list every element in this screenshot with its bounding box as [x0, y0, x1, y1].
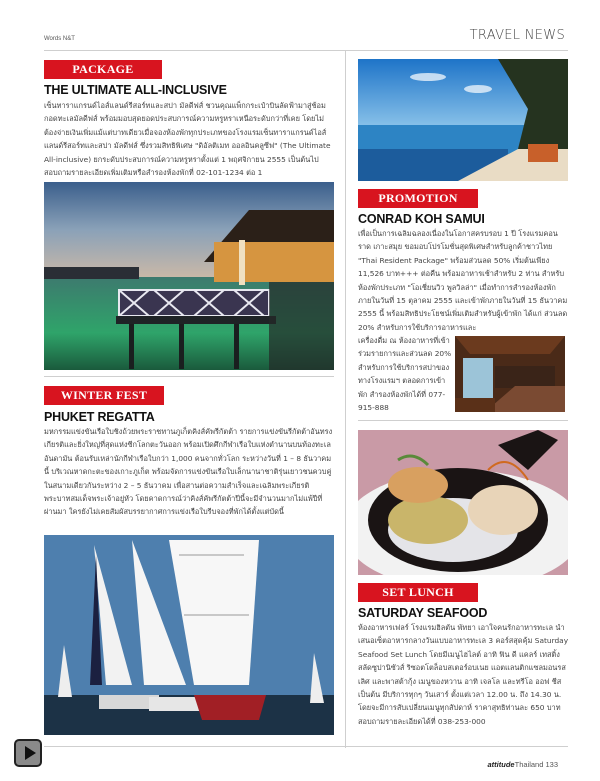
column-divider [345, 50, 346, 748]
magazine-brand: attitude [487, 760, 515, 769]
article-body-package: เซ็นทาราแกรนด์ไอส์แลนด์รีสอร์ทและสปา มัลดีฟส์ ชวนคุณแพ็กกระเป๋าบินลัดฟ้ามาสู่ช้อมกอดทะเลมัลดีฟส์ พร้อมมอบสุดยอดประสบการณ์ความหรูหราเหนือระดับกว่าที่เคย โดยไม่ต้องจ่ายเงินเพิ่มแม้แต่บาทเดียวเมื่อจองห้องพักทุกประเภทของโรงแรมเซ็นทาราแกรนด์ไอส์แลนด์รีสอร์ทและสปา มัลดีฟส์ ซึ่งรวมสิทธิพิเศษ "ดิอัลติเมท ออลอินคลูซีฟ" (The Ultimate All-inclusive) ยกระดับประสบการณ์ความหรูหราตั้งแต่ 1 พฤศจิกายน 2555 เป็นต้นไป สอบถามรายละเอียดเพิ่มเติมหรือสำรองห้องพักที่ 02-101-1234 ต่อ 1 [44, 101, 331, 178]
section-rule [44, 376, 334, 377]
article-title-promotion: CONRAD KOH SAMUI [358, 212, 485, 226]
header-rule [44, 50, 568, 51]
sailboats-regatta-photo [44, 535, 334, 735]
article-tag-promotion: PROMOTION [358, 189, 478, 208]
infinity-pool-photo [358, 59, 568, 181]
article-body-winter-fest: มหกรรมแข่งขันเรือใบชิงถ้วยพระราชทานภูเก็ตคิงส์คัพรีกัตต้า รายการแข่งขันรีกัตต้าอันทรงเกียรติและยิ่งใหญ่ที่สุดแห่งซีกโลกตะวันออก พร้อมเปิดศึกกีฬาเรือใบแห่งตำนานบนท้องทะเลอันดามัน ต้อนรับเหล่านักกีฬาเรือใบกว่า 1,000 คนจากทั่วโลก ระหว่างวันที่ 1 – 8 ธันวาคมนี้ บริเวณหาดกะตะของเกาะภูเก็ต พร้อมจัดการแข่งขันเรือใบเล็กนานาชาติรุ่นเยาวชนควบคู่ในสนามเดียวกันระหว่าง 2 – 5 ธันวาคม เพื่อสานต่อความสำเร็จและเฉลิมพระเกียรติพระบาทสมเด็จพระเจ้าอยู่หัว โดยคาดการณ์ว่าคิงส์คัพรีกัตต้าปีนี้จะมีจำนวนมากไม่แพ้ปีที่ผ่านมา ใครยังไม่เคยสัมผัสบรรยากาศการแข่งเรือใบรีบจองที่พักได้ตั้งแต่บัดนี้ [44, 427, 333, 517]
magazine-edition: Thailand [514, 760, 544, 769]
article-tag-package: PACKAGE [44, 60, 162, 79]
article-tag-set-lunch: SET LUNCH [358, 583, 478, 602]
article-body-set-lunch: ห้องอาหารเฟลร์ โรงแรมฮิลตัน พัทยา เอาใจคนรักอาหารทะเล นำเสนอเซ็ตอาหารกลางวันแบบอาหารทะเล 3 คอร์สสุดคุ้ม Saturday Seafood Set Lunch โดยมีเมนูไฮไลต์ อาทิ ฟิน ดี แคลร์ เทสติ้ง สลัดซูปานิซัวส์ ริซอตโตล็อบสเตอร์อบเนย แอตแลนติกแซลมอนรสเลิศ และพาสต้ากุ้ง เมนูของหวาน อาทิ เจลโล และทรีโอ ออฟ ชีส เป็นต้น มีบริการทุกๆ วันเสาร์ ตั้งแต่เวลา 12.00 น. ถึง 14.30 น. โดยจะมีการสับเปลี่ยนเมนูทุกสัปดาห์ ราคาสุทธิท่านละ 650 บาท สอบถามรายละเอียดได้ที่ 038-253-000 [358, 623, 569, 726]
section-rule [358, 420, 568, 421]
article-title-package: THE ULTIMATE ALL-INCLUSIVE [44, 83, 227, 97]
author-credit: Words N&T [44, 36, 75, 42]
section-title: TRAVEL NEWS [469, 28, 565, 43]
baked-oysters-photo [358, 430, 568, 575]
page-footer [488, 760, 558, 769]
villa-bedroom-photo [455, 336, 565, 412]
page-number: 133 [545, 760, 558, 769]
article-title-set-lunch: SATURDAY SEAFOOD [358, 606, 488, 620]
section-rule [44, 746, 568, 747]
article-tag-winter-fest: WINTER FEST [44, 386, 164, 405]
article-body-promotion: เพื่อเป็นการเฉลิมฉลองเนื่องในโอกาสครบรอบ 1 ปี โรงแรมคอนราด เกาะสมุย ขอมอบโปรโมชั่นสุดพิเศษสำหรับลูกค้าชาวไทย "Thai Resident Package" พร้อมส่วนลด 50% เริ่มต้นเพียง 11,526 บาท+++ ต่อคืน พร้อมอาหารเช้าสำหรับ 2 ท่าน สำหรับห้องพักประเภท "โอเชี่ยนวิว พูลวิลล่า" เมื่อทำการสำรองห้องพักภายในวันที่ 15 ตุลาคม 2555 และเข้าพักภายในวันที่ 15 ธันวาคม 2555 นี้ พร้อมสิทธิประโยชน์เพิ่มเติมสำหรับผู้เข้าพัก ได้แก่ ส่วนลด 20% สำหรับการใช้บริการอาหารและ [358, 229, 568, 332]
overwater-restaurant-photo [44, 182, 334, 370]
article-body-promotion-wrap: เครื่องดื่ม ณ ห้องอาหารที่เข้าร่วมรายการและส่วนลด 20% สำหรับการใช้บริการสปาของทางโรงแรมฯ ตลอดการเข้าพัก สำรองห้องพักได้ที่ 077-915-888 [358, 336, 452, 413]
article-title-winter-fest: PHUKET REGATTA [44, 410, 155, 424]
play-icon[interactable] [14, 739, 42, 767]
